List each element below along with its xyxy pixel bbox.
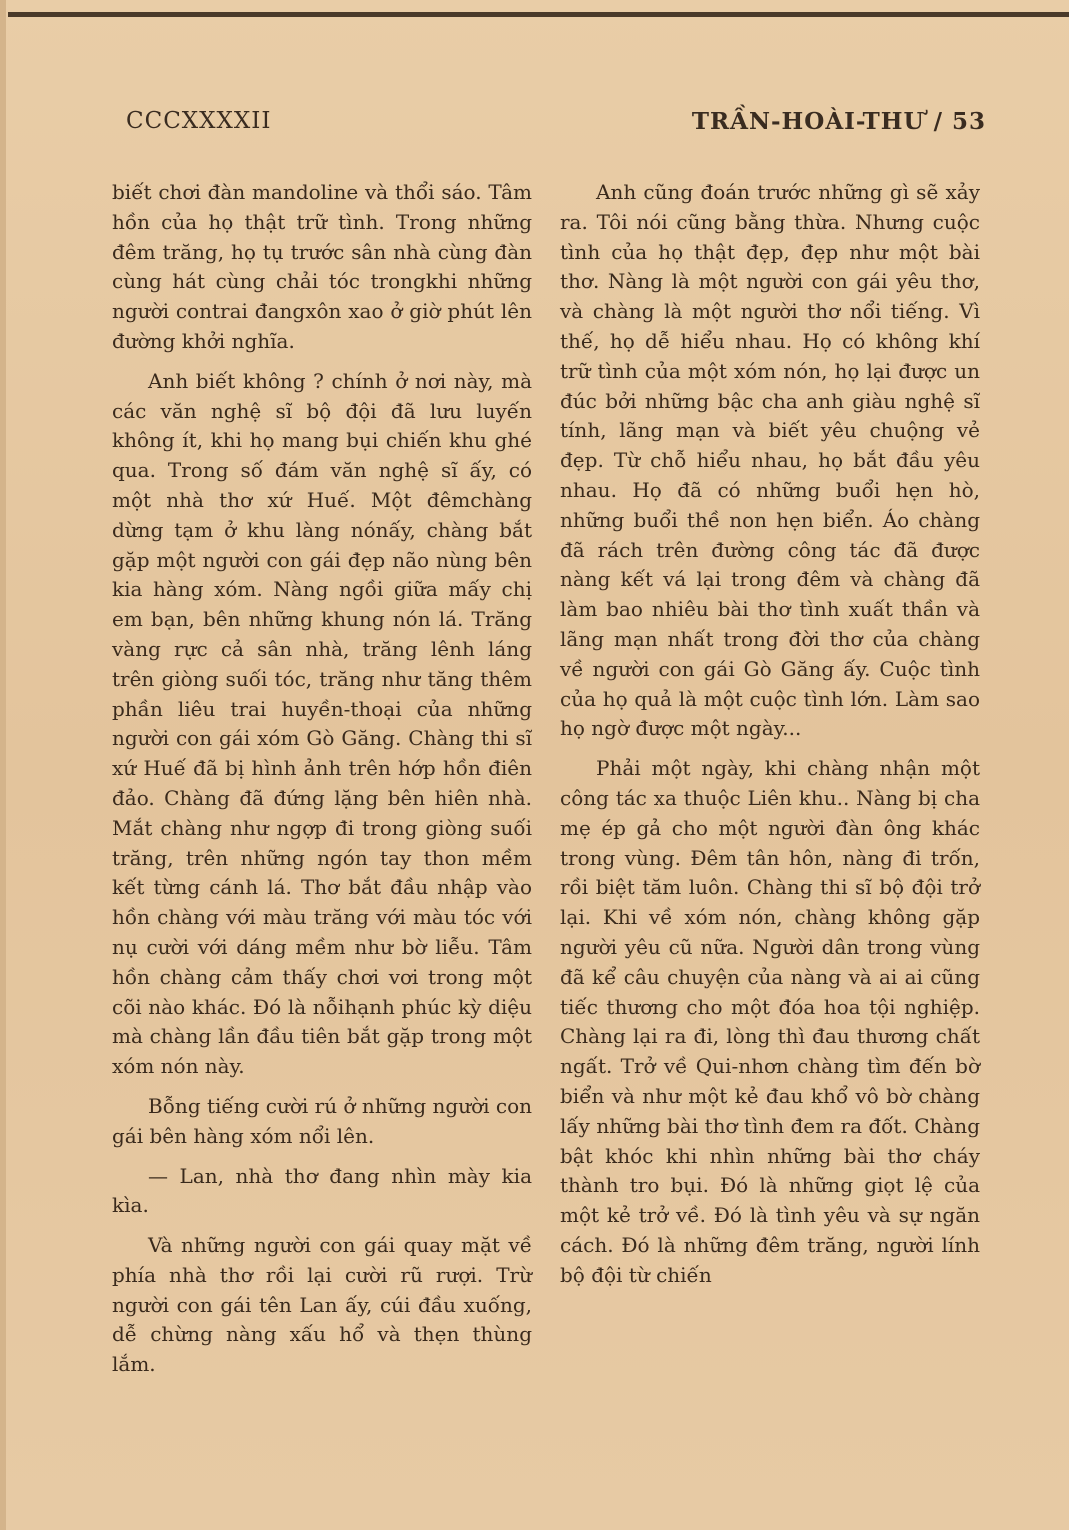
right-column — [560, 178, 980, 1300]
header-author-page: TRẦN-HOÀI-THƯ / 53 — [691, 108, 986, 135]
paragraph: Anh biết không ? chính ở nơi này, mà các văn nghệ sĩ bộ đội đã lưu luyến không ít, khi họ mang bụi chiến khu ghé qua. Trong số đám văn nghệ sĩ ấy, có một nhà thơ xứ Huế. Một đêmchàng dừng tạm ở khu làng nónấy, chàng bắt gặp một người con gái đẹp não nùng bên kia hàng xóm. Nàng ngồi giữa mấy chị em bạn, bên những khung nón lá. Trăng vàng rực cả sân nhà, trăng lênh láng trên giòng suối tóc, trăng như tăng thêm phần liêu trai huyền-thoại của những người con gái xóm Gò Găng. Chàng thi sĩ xứ Huế đã bị hình ảnh trên hớp hồn điên đảo. Chàng đã đứng lặng bên hiên nhà. Mắt chàng như ngợp đi trong giòng suối trăng, trên những ngón tay thon mềm kết từng cánh lá. Thơ bắt đầu nhập vào hồn chàng với màu trăng với màu tóc với nụ cười với dáng mềm như bờ liễu. Tâm hồn chàng cảm thấy chơi vơi trong một cõi nào khác. Đó là nỗihạnh phúc kỳ diệu mà chàng lần đầu tiên bắt gặp trong một xóm nón này. — [112, 368, 532, 1079]
paragraph: — Lan, nhà thơ đang nhìn mày kia kìa. — [112, 1163, 532, 1218]
paragraph: Anh cũng đoán trước những gì sẽ xảy ra. Tôi nói cũng bằng thừa. Nhưng cuộc tình của họ thật đẹp, đẹp như một bài thơ. Nàng là một người con gái yêu thơ, và chàng là một người thơ nổi tiếng. Vì thế, họ dễ hiểu nhau. Họ có không khí trữ tình của một xóm nón, họ lại được un đúc bởi những bậc cha anh giàu nghệ sĩ tính, lãng mạn và biết yêu chuộng vẻ đẹp. Từ chỗ hiểu nhau, họ bắt đầu yêu nhau. Họ đã có những buổi hẹn hò, những buổi thề non hẹn biển. Áo chàng đã rách trên đường công tác đã được nàng kết vá lại trong đêm và chàng đã làm bao nhiêu bài thơ tình xuất thần và lãng mạn nhất trong đời thơ của chàng về người con gái Gò Găng ấy. Cuộc tình của họ quả là một cuộc tình lớn. Làm sao họ ngờ được một ngày... — [560, 180, 980, 741]
header-issue-number: CCCXXXXII — [126, 108, 272, 134]
paragraph: Bỗng tiếng cười rú ở những người con gái bên hàng xóm nổi lên. — [112, 1093, 532, 1148]
paragraph: Và những người con gái quay mặt về phía nhà thơ rồi lại cười rũ rượi. Trừ người con gái tên Lan ấy, cúi đầu xuống, dễ chừng nàng xấu hổ và thẹn thùng lắm. — [112, 1233, 532, 1377]
paragraph: biết chơi đàn mandoline và thổi sáo. Tâm hồn của họ thật trữ tình. Trong những đêm trăng, họ tụ trước sân nhà cùng đàn cùng hát cùng chải tóc trongkhi những người contrai đangxôn xao ở giờ phút lên đường khởi nghĩa. — [112, 180, 532, 353]
paragraph: Phải một ngày, khi chàng nhận một công tác xa thuộc Liên khu.. Nàng bị cha mẹ ép gả cho một người đàn ông khác trong vùng. Đêm tân hôn, nàng đi trốn, rồi biệt tăm luôn. Chàng thi sĩ bộ đội trở lại. Khi về xóm nón, chàng không gặp người yêu cũ nữa. Người dân trong vùng đã kể câu chuyện của nàng và ai ai cũng tiếc thương cho một đóa hoa tội nghiệp. Chàng lại ra đi, lòng thì đau thương chất ngất. Trở về Qui-nhơn chàng tìm đến bờ biển và như một kẻ đau khổ vô bờ chàng lấy những bài thơ tình đem ra đốt. Chàng bật khóc khi nhìn những bài thơ cháy thành tro bụi. Đó là những giọt lệ của một kẻ trở về. Đó là tình yêu và sự ngăn cách. Đó là những đêm trăng, người lính bộ đội từ chiến — [560, 756, 980, 1287]
left-column — [112, 178, 532, 1390]
page-top-edge — [8, 12, 1069, 17]
page-left-edge — [0, 0, 6, 1530]
